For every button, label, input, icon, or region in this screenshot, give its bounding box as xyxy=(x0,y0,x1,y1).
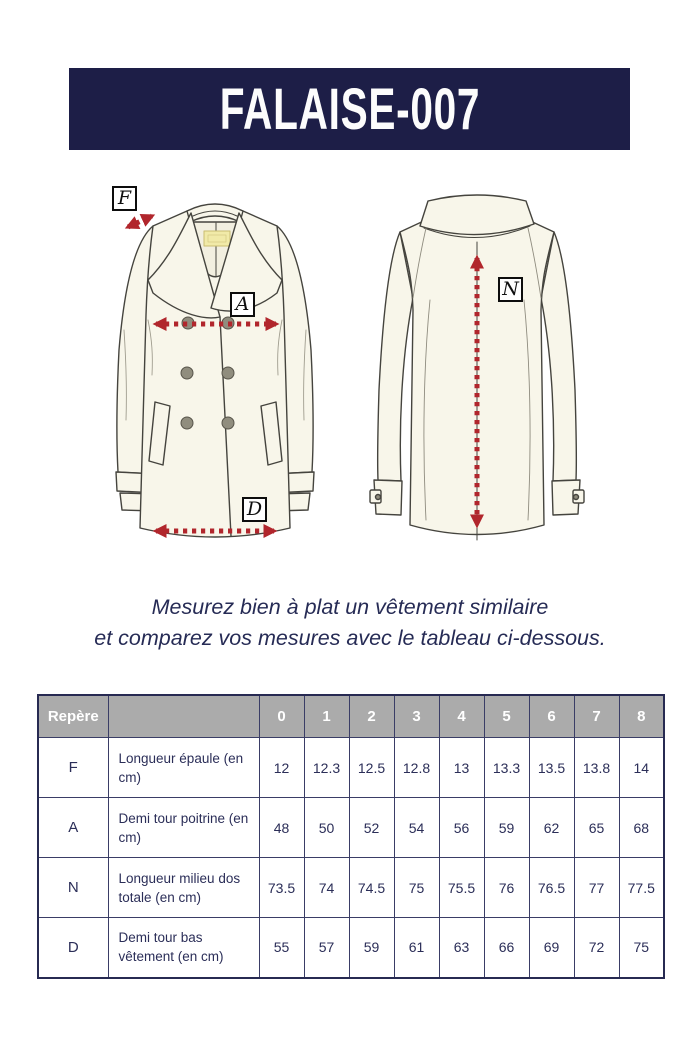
product-title: FALAISE-007 xyxy=(219,76,480,142)
size-table-row-f xyxy=(38,738,664,798)
measure-code: A xyxy=(38,798,108,858)
corner-header: Repère xyxy=(38,695,108,738)
size-table-header-row xyxy=(38,695,664,738)
measure-value: 56 xyxy=(439,798,484,858)
measure-value: 62 xyxy=(529,798,574,858)
measure-instructions xyxy=(0,592,700,654)
measure-code: N xyxy=(38,858,108,918)
measure-arrow-f xyxy=(128,216,152,227)
measure-value: 52 xyxy=(349,798,394,858)
product-title-banner xyxy=(69,68,630,150)
size-table-row-n xyxy=(38,858,664,918)
measure-value: 77.5 xyxy=(619,858,664,918)
measure-label: Longueur épaule (en cm) xyxy=(108,738,259,798)
coat-front-illustration xyxy=(116,204,314,537)
measure-value: 13.5 xyxy=(529,738,574,798)
measure-value: 75 xyxy=(394,858,439,918)
marker-n: N xyxy=(498,277,523,302)
size-column-header: 5 xyxy=(484,695,529,738)
size-column-header: 6 xyxy=(529,695,574,738)
measure-value: 12.3 xyxy=(304,738,349,798)
measure-value: 76.5 xyxy=(529,858,574,918)
measure-value: 59 xyxy=(349,918,394,978)
measure-value: 69 xyxy=(529,918,574,978)
measure-value: 13.8 xyxy=(574,738,619,798)
size-column-header: 0 xyxy=(259,695,304,738)
measure-code: D xyxy=(38,918,108,978)
marker-f: F xyxy=(112,186,137,211)
measure-value: 61 xyxy=(394,918,439,978)
marker-a: A xyxy=(230,292,255,317)
measure-value: 74.5 xyxy=(349,858,394,918)
size-column-header: 4 xyxy=(439,695,484,738)
size-table-container xyxy=(37,694,664,979)
measure-value: 66 xyxy=(484,918,529,978)
description-header xyxy=(108,695,259,738)
measure-value: 65 xyxy=(574,798,619,858)
measure-value: 72 xyxy=(574,918,619,978)
measure-value: 74 xyxy=(304,858,349,918)
measure-value: 48 xyxy=(259,798,304,858)
measure-value: 50 xyxy=(304,798,349,858)
measure-value: 76 xyxy=(484,858,529,918)
measure-value: 75.5 xyxy=(439,858,484,918)
size-guide-illustration xyxy=(60,180,640,580)
measure-value: 68 xyxy=(619,798,664,858)
size-column-header: 7 xyxy=(574,695,619,738)
measure-label: Demi tour bas vêtement (en cm) xyxy=(108,918,259,978)
marker-d: D xyxy=(242,497,267,522)
measure-value: 63 xyxy=(439,918,484,978)
measure-value: 12.5 xyxy=(349,738,394,798)
measure-value: 75 xyxy=(619,918,664,978)
measure-value: 54 xyxy=(394,798,439,858)
measure-instructions-line2: et comparez vos mesures avec le tableau ci-dessous. xyxy=(94,626,606,650)
size-column-header: 2 xyxy=(349,695,394,738)
measure-value: 13.3 xyxy=(484,738,529,798)
size-table-row-d xyxy=(38,918,664,978)
size-table-row-a xyxy=(38,798,664,858)
measure-value: 59 xyxy=(484,798,529,858)
measure-value: 57 xyxy=(304,918,349,978)
measure-value: 12.8 xyxy=(394,738,439,798)
measure-value: 77 xyxy=(574,858,619,918)
size-column-header: 1 xyxy=(304,695,349,738)
measure-value: 14 xyxy=(619,738,664,798)
measure-value: 12 xyxy=(259,738,304,798)
measure-label: Demi tour poitrine (en cm) xyxy=(108,798,259,858)
measure-value: 55 xyxy=(259,918,304,978)
measure-value: 13 xyxy=(439,738,484,798)
size-column-header: 3 xyxy=(394,695,439,738)
size-column-header: 8 xyxy=(619,695,664,738)
measure-value: 73.5 xyxy=(259,858,304,918)
size-table xyxy=(37,694,665,979)
measure-code: F xyxy=(38,738,108,798)
measure-instructions-line1: Mesurez bien à plat un vêtement similaire xyxy=(151,595,549,619)
measure-label: Longueur milieu dos totale (en cm) xyxy=(108,858,259,918)
